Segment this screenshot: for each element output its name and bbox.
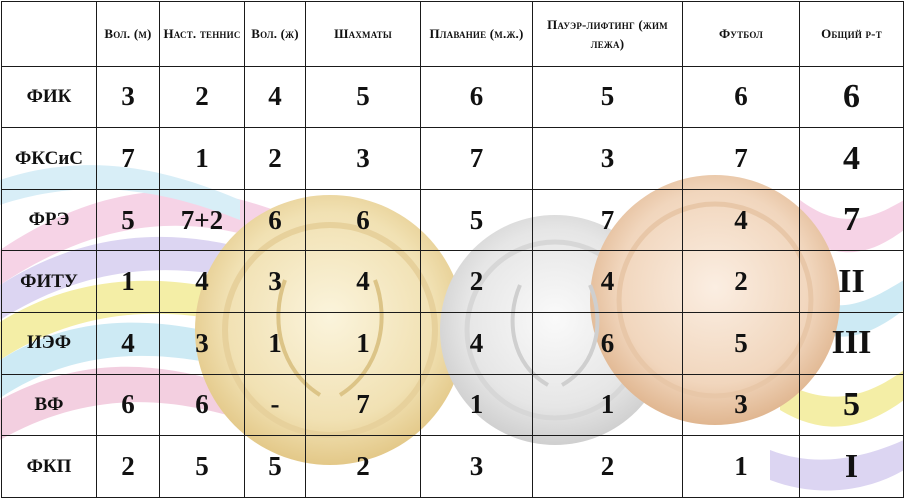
score-cell: 3	[160, 313, 245, 375]
total-cell: 6	[800, 66, 904, 128]
score-cell: -	[245, 374, 306, 436]
score-cell: 3	[306, 128, 421, 190]
score-cell: 3	[683, 374, 800, 436]
total-cell: II	[800, 251, 904, 313]
header-chess: Шахматы	[306, 2, 421, 67]
table-row	[2, 313, 904, 375]
score-cell: 1	[683, 436, 800, 498]
table-row	[2, 436, 904, 498]
score-cell: 4	[97, 313, 160, 375]
total-cell: 7	[800, 189, 904, 251]
header-table-tennis: Наст. теннис	[160, 2, 245, 67]
score-cell: 5	[245, 436, 306, 498]
row-name: ИЭФ	[2, 313, 97, 375]
score-cell: 4	[683, 189, 800, 251]
score-cell: 2	[245, 128, 306, 190]
table-row	[2, 189, 904, 251]
score-cell: 7	[421, 128, 533, 190]
score-cell: 6	[533, 313, 683, 375]
row-name: ФИТУ	[2, 251, 97, 313]
score-cell: 7	[306, 374, 421, 436]
score-cell: 3	[97, 66, 160, 128]
results-table	[1, 1, 904, 498]
score-cell: 6	[160, 374, 245, 436]
table-row	[2, 128, 904, 190]
header-swimming: Плавание (м.ж.)	[421, 2, 533, 67]
score-cell: 1	[533, 374, 683, 436]
row-name: ФКП	[2, 436, 97, 498]
score-cell: 6	[683, 66, 800, 128]
total-cell: 4	[800, 128, 904, 190]
row-name: ВФ	[2, 374, 97, 436]
header-overall: Общий р-т	[800, 2, 904, 67]
score-cell: 2	[306, 436, 421, 498]
score-cell: 1	[306, 313, 421, 375]
header-powerlifting: Пауэр-лифтинг (жим лежа)	[533, 2, 683, 67]
header-volleyball-men: Вол. (м)	[97, 2, 160, 67]
score-cell: 7+2	[160, 189, 245, 251]
score-cell: 3	[421, 436, 533, 498]
score-cell: 2	[160, 66, 245, 128]
score-cell: 4	[245, 66, 306, 128]
score-cell: 4	[533, 251, 683, 313]
score-cell: 5	[421, 189, 533, 251]
score-cell: 1	[97, 251, 160, 313]
table-row	[2, 251, 904, 313]
score-cell: 6	[97, 374, 160, 436]
score-cell: 6	[306, 189, 421, 251]
score-cell: 2	[97, 436, 160, 498]
row-name: ФИК	[2, 66, 97, 128]
score-cell: 1	[421, 374, 533, 436]
score-cell: 5	[97, 189, 160, 251]
score-cell: 5	[160, 436, 245, 498]
score-cell: 2	[683, 251, 800, 313]
corner-cell	[2, 2, 97, 67]
score-cell: 7	[533, 189, 683, 251]
score-cell: 2	[533, 436, 683, 498]
score-cell: 7	[97, 128, 160, 190]
score-cell: 6	[245, 189, 306, 251]
row-name: ФРЭ	[2, 189, 97, 251]
score-cell: 6	[421, 66, 533, 128]
total-cell: III	[800, 313, 904, 375]
total-cell: 5	[800, 374, 904, 436]
score-cell: 4	[306, 251, 421, 313]
score-cell: 2	[421, 251, 533, 313]
row-name: ФКСиС	[2, 128, 97, 190]
score-cell: 4	[160, 251, 245, 313]
table-row	[2, 66, 904, 128]
header-football: Футбол	[683, 2, 800, 67]
score-cell: 3	[245, 251, 306, 313]
score-cell: 4	[421, 313, 533, 375]
score-cell: 1	[160, 128, 245, 190]
score-cell: 5	[683, 313, 800, 375]
header-volleyball-women: Вол. (ж)	[245, 2, 306, 67]
score-cell: 7	[683, 128, 800, 190]
total-cell: I	[800, 436, 904, 498]
score-cell: 5	[306, 66, 421, 128]
table-row	[2, 374, 904, 436]
score-cell: 5	[533, 66, 683, 128]
header-row	[2, 2, 904, 67]
score-cell: 3	[533, 128, 683, 190]
score-cell: 1	[245, 313, 306, 375]
